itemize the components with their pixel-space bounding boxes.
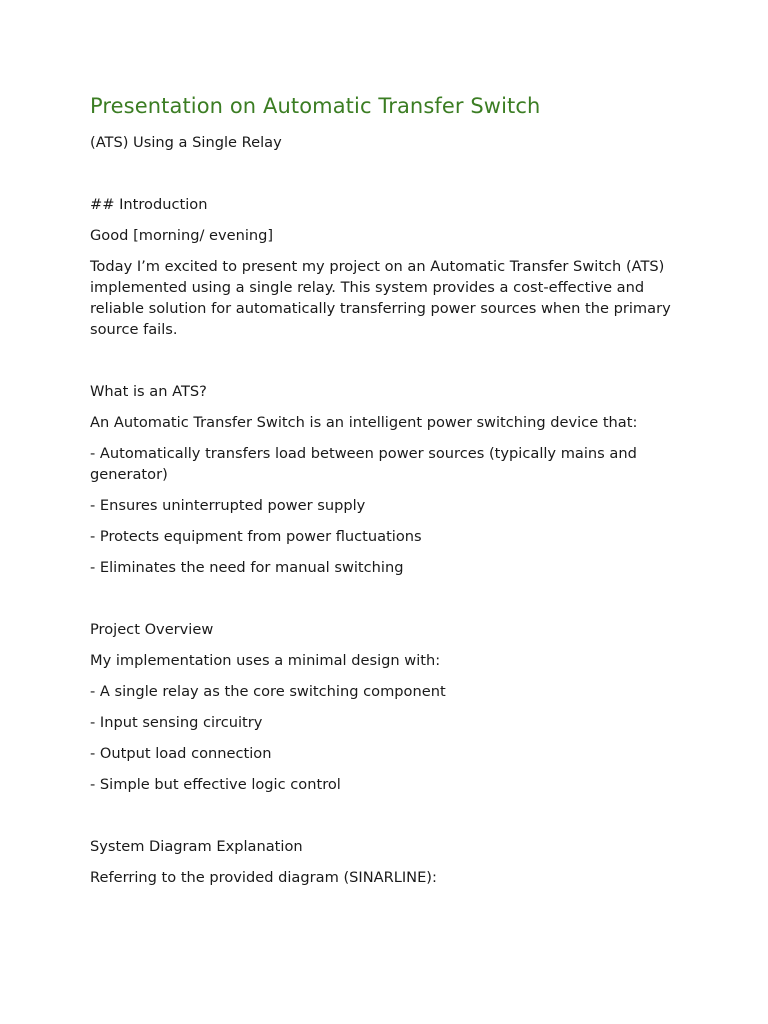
ats-point: - Eliminates the need for manual switching: [90, 559, 404, 576]
intro-heading: ## Introduction: [90, 196, 208, 213]
document-subtitle: (ATS) Using a Single Relay: [90, 134, 282, 151]
spacer: [90, 588, 690, 619]
spacer: [90, 350, 690, 381]
spacer: [90, 163, 690, 194]
ats-point: - Ensures uninterrupted power supply: [90, 497, 366, 514]
overview-point: - Simple but effective logic control: [90, 776, 341, 793]
spacer: [90, 805, 690, 836]
document-title: Presentation on Automatic Transfer Switch: [90, 94, 541, 118]
ats-point: - Protects equipment from power fluctuations: [90, 528, 422, 545]
intro-paragraph: Today I’m excited to present my project on an Automatic Transfer Switch (ATS) implemented using a single relay. This system provides a cost-effective and reliable solution for automatically transferring power sources when the primary source fails.: [90, 258, 671, 338]
ats-point: - Automatically transfers load between power sources (typically mains and generator): [90, 445, 637, 483]
diagram-paragraph: Referring to the provided diagram (SINARLINE):: [90, 869, 437, 886]
document-page: [90, 90, 690, 898]
overview-point: - Output load connection: [90, 745, 272, 762]
ats-heading: What is an ATS?: [90, 383, 207, 400]
ats-paragraph: An Automatic Transfer Switch is an intelligent power switching device that:: [90, 414, 638, 431]
overview-paragraph: My implementation uses a minimal design with:: [90, 652, 441, 669]
overview-heading: Project Overview: [90, 621, 214, 638]
overview-point: - Input sensing circuitry: [90, 714, 263, 731]
greeting-text: Good [morning/ evening]: [90, 227, 274, 244]
diagram-heading: System Diagram Explanation: [90, 838, 303, 855]
overview-point: - A single relay as the core switching component: [90, 683, 446, 700]
